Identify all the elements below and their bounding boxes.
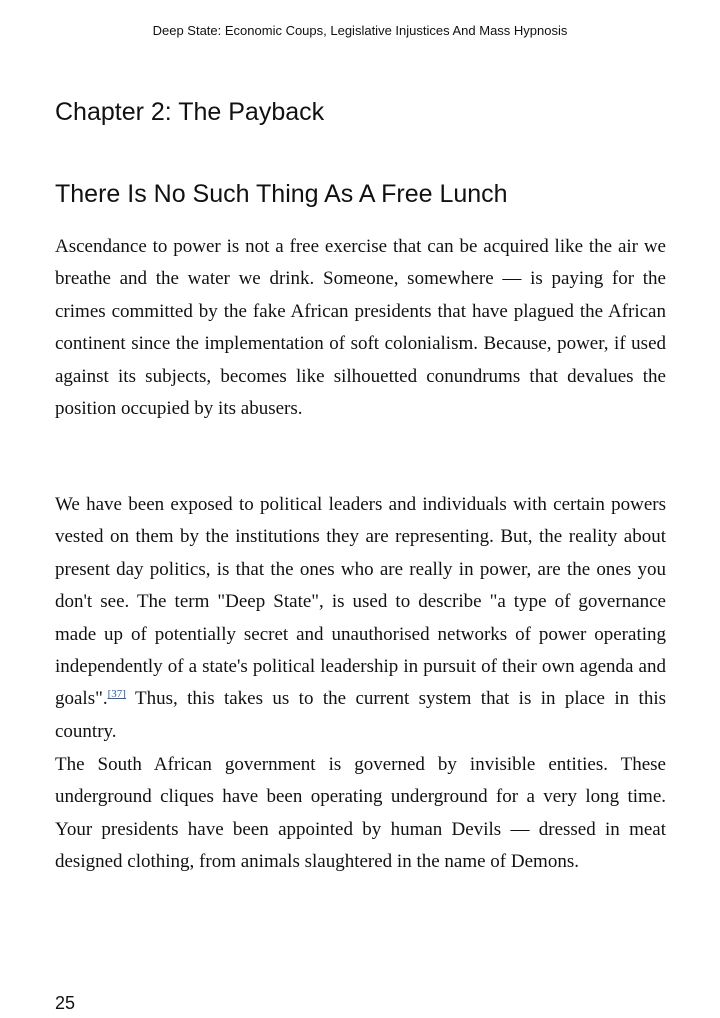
paragraph-2-text-after-ref: Thus, this takes us to the current system that is in place in this country. bbox=[55, 688, 666, 742]
paragraph-3: The South African government is governed by invisible entities. These underground cliques have been operating underground for a very long time. Your presidents have been appointed by human Devils — dressed in meat designed clothing, from animals slaughtered in the name of Demons. bbox=[55, 754, 666, 873]
paragraph-2 bbox=[55, 489, 666, 748]
running-header: Deep State: Economic Coups, Legislative Injustices And Mass Hypnosis bbox=[152, 23, 568, 38]
paragraph-2-text-before-ref: We have been exposed to political leaders and individuals with certain powers vested on them by the institutions they are representing. But, the reality about present day politics, is that the ones who are really in power, are the ones you don't see. The term "Deep State", is used to describe "a type of governance made up of potentially secret and unauthorised networks of power operating independently of a state's political leadership in pursuit of their own agenda and goals". bbox=[55, 494, 666, 710]
chapter-title: Chapter 2: The Payback bbox=[55, 98, 325, 126]
paragraph-1: Ascendance to power is not a free exercise that can be acquired like the air we breathe and the water we drink. Someone, somewhere — is paying for the crimes committed by the fake African presidents that have plagued the African continent since the implementation of soft colonialism. Because, power, if used against its subjects, becomes like silhouetted conundrums that devalues the position occupied by its abusers. bbox=[55, 236, 666, 420]
section-title: There Is No Such Thing As A Free Lunch bbox=[55, 180, 508, 208]
page-number: 25 bbox=[55, 993, 76, 1013]
footnote-reference-link[interactable]: [37] bbox=[107, 688, 126, 701]
